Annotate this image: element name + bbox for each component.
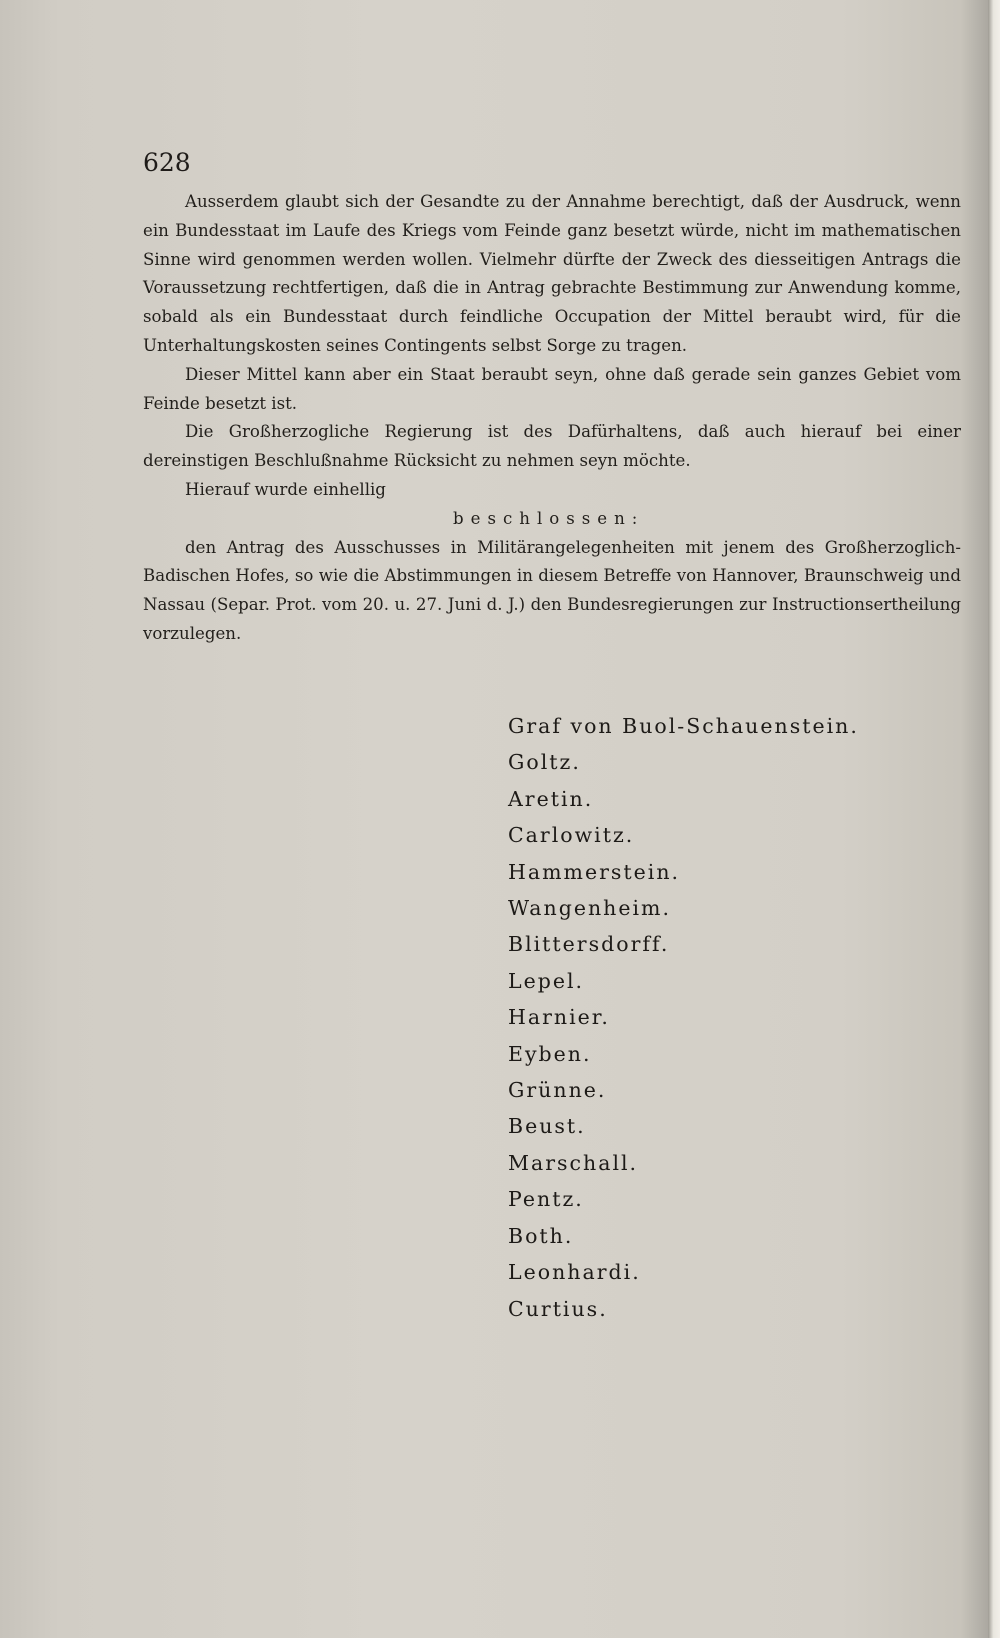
signature: Wangenheim. — [508, 896, 672, 921]
signature: Carlowitz. — [508, 823, 635, 848]
signature: Graf von Buol-Schauenstein. — [508, 714, 859, 738]
paragraph-3: Die Großherzogliche Regierung ist des Dafürhaltens, daß auch hierauf bei einer dereinstigen Beschlußnahme Rücksicht zu nehmen seyn möchte. — [143, 422, 961, 471]
page-number: 628 — [143, 148, 191, 177]
paragraph-2: Dieser Mittel kann aber ein Staat beraubt seyn, ohne daß gerade sein ganzes Gebiet vom Feinde besetzt ist. — [143, 364, 961, 413]
paragraph-4: Hierauf wurde einhellig — [185, 479, 386, 499]
protocol-text — [143, 188, 961, 649]
signature: Harnier. — [508, 1005, 610, 1030]
signature: Hammerstein. — [508, 859, 681, 884]
signature: Aretin. — [508, 786, 594, 811]
signature: Leonhardi. — [508, 1260, 641, 1285]
page-edge — [988, 0, 1000, 1638]
signature-list — [508, 708, 859, 1327]
signature: Both. — [508, 1223, 574, 1248]
resolution-text: den Antrag des Ausschusses in Militärangelegenheiten mit jenem des Großherzoglich-Badischen Hofes, so wie die Abstimmungen in diesem Betreffe von Hannover, Braunschweig und Nassau (Separ. Prot. vom 20. u. 27. Juni d. J.) den Bundesregierungen zur Instructionsertheilung vorzulegen. — [143, 537, 961, 643]
paragraph-1: Ausserdem glaubt sich der Gesandte zu der Annahme berechtigt, daß der Ausdruck, wenn ein Bundesstaat im Laufe des Kriegs vom Feinde ganz besetzt würde, nicht im mathematischen Sinne wird genommen werden wollen. Vielmehr dürfte der Zweck des diesseitigen Antrags die Voraussetzung rechtfertigen, daß die in Antrag gebrachte Bestimmung zur Anwendung komme, sobald als ein Bundesstaat durch feindliche Occupation der Mittel beraubt wird, für die Unterhaltungskosten seines Contingents selbst Sorge zu tragen. — [143, 192, 961, 355]
signature: Lepel. — [508, 968, 585, 993]
signature: Beust. — [508, 1114, 586, 1139]
signature: Blittersdorff. — [508, 932, 670, 957]
signature: Goltz. — [508, 750, 581, 775]
signature: Marschall. — [508, 1150, 639, 1175]
signature: Curtius. — [508, 1296, 608, 1321]
signature: Pentz. — [508, 1187, 584, 1212]
signature: Grünne. — [508, 1078, 607, 1103]
decision-heading: beschlossen: — [453, 508, 645, 528]
signature: Eyben. — [508, 1041, 592, 1066]
